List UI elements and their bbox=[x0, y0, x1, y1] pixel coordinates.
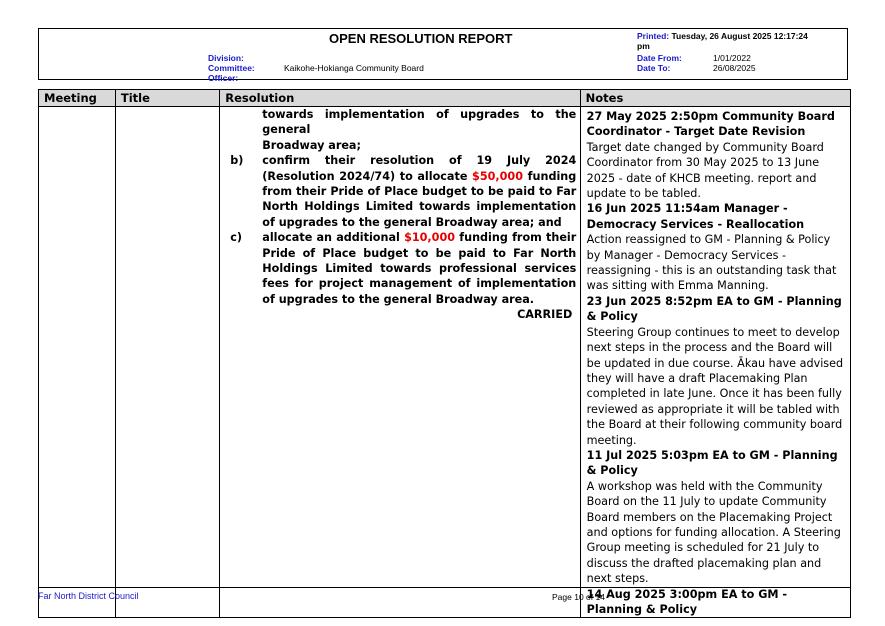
table-row bbox=[39, 107, 851, 618]
resolution-cell bbox=[220, 107, 580, 618]
col-header-meeting: Meeting bbox=[39, 90, 116, 107]
note-entry bbox=[587, 448, 846, 587]
note-heading: 16 Jun 2025 11:54am Manager - Democracy Services - Reallocation bbox=[586, 202, 805, 231]
col-header-resolution: Resolution bbox=[220, 90, 580, 107]
committee-value: Kaikohe-Hokianga Community Board bbox=[284, 63, 424, 73]
resolution-lead: towards implementation of upgrades to the general bbox=[262, 108, 577, 137]
report-header bbox=[38, 28, 848, 83]
note-body: A workshop was held with the Community Board on the 11 July to update Community Board members on the Placemaking Project and options for funding allocation. A Steering Group meeting is scheduled for 21 July to discuss the drafted placemaking plan and next steps. bbox=[586, 479, 841, 586]
printed-value: Tuesday, 26 August 2025 12:17:24 bbox=[671, 31, 808, 41]
item-b-letter: b) bbox=[230, 154, 244, 168]
carried-label: CARRIED bbox=[517, 308, 573, 322]
note-entry bbox=[587, 109, 846, 201]
notes-list bbox=[581, 107, 850, 617]
note-body: Target date changed by Community Board Coordinator from 30 May 2025 to 13 June 2025 - date of KHCB meeting. report and update to be tabled. bbox=[586, 140, 824, 201]
note-body: Action reassigned to GM - Planning & Policy by Manager - Democracy Services - reassigning - this is an outstanding task that was sitting with Emma Manning. bbox=[586, 233, 837, 293]
note-entry bbox=[587, 587, 846, 618]
date-to-value: 26/08/2025 bbox=[713, 63, 756, 73]
officer-label: Officer: bbox=[208, 73, 239, 83]
resolution-item-b: b) confirm their resolution of 19 July 2024 (Resolution 2024/74) to allocate $50,000 funding from their Pride of Place budget to be paid to Far North Holdings Limited towards implementation of upgrades to the general Broadway area; and bbox=[220, 153, 576, 230]
amount-50000: $50,000 bbox=[472, 169, 524, 183]
printed-label: Printed: bbox=[637, 31, 670, 41]
date-to-label: Date To: bbox=[637, 63, 671, 73]
notes-cell bbox=[580, 107, 850, 618]
col-header-notes: Notes bbox=[580, 90, 850, 107]
date-from-value: 1/01/2022 bbox=[713, 53, 751, 63]
report-title: OPEN RESOLUTION REPORT bbox=[329, 31, 513, 46]
page-number: Page 10 of 14 bbox=[552, 592, 605, 602]
note-heading: 23 Jun 2025 8:52pm EA to GM - Planning & Policy bbox=[586, 294, 842, 324]
note-body: Steering Group continues to meet to develop next steps in the process and the Board will be updated in due course. Ākau have advised they will have a draft Placemaking Plan completed in late June. Once it has been fully reviewed as appropriate it will be tabled with the Board at their following community board meeting. bbox=[586, 325, 844, 447]
division-label: Division: bbox=[208, 53, 244, 63]
amount-10000: $10,000 bbox=[404, 231, 456, 245]
footer-organisation: Far North District Council bbox=[38, 591, 139, 601]
table-header-row bbox=[39, 90, 851, 107]
resolution-item-c: c) allocate an additional $10,000 funding from their Pride of Place budget to be paid to Far North Holdings Limited towards professional services fees for project management of implementation of upgrades to the general Broadway area. bbox=[220, 230, 576, 307]
item-c-letter: c) bbox=[230, 231, 243, 245]
committee-label: Committee: bbox=[208, 63, 255, 73]
resolution-table bbox=[38, 89, 851, 618]
printed-value-2: pm bbox=[637, 41, 650, 51]
date-from-label: Date From: bbox=[637, 53, 682, 63]
title-cell bbox=[115, 107, 219, 618]
printed-info bbox=[637, 31, 837, 51]
note-heading: 11 Jul 2025 5:03pm EA to GM - Planning & Policy bbox=[586, 448, 838, 478]
note-heading: 14 Aug 2025 3:00pm EA to GM - Planning & Policy bbox=[586, 587, 788, 616]
note-heading: 27 May 2025 2:50pm Community Board Coordinator - Target Date Revision bbox=[586, 110, 835, 139]
note-entry bbox=[587, 294, 846, 448]
resolution-text: towards implementation of upgrades to the general Broadway area; b) confirm their resolution of 19 July 2024 (Resolution 2024/74) to allocate $50,000 funding from their Pride of Place budget to be paid to Far North Holdings Limited towards implementation of upgrades to the general Broadway area; and c) allocate an additional $10,000 funding from their Pride of Place budget to be paid to Far North Holdings Limited towards professional services fees for project management of implementation of upgrades to the general Broadway area. CARRIED bbox=[220, 107, 576, 323]
note-entry bbox=[587, 201, 846, 293]
col-header-title: Title bbox=[115, 90, 219, 107]
footer-divider bbox=[38, 587, 850, 588]
meeting-cell bbox=[39, 107, 116, 618]
